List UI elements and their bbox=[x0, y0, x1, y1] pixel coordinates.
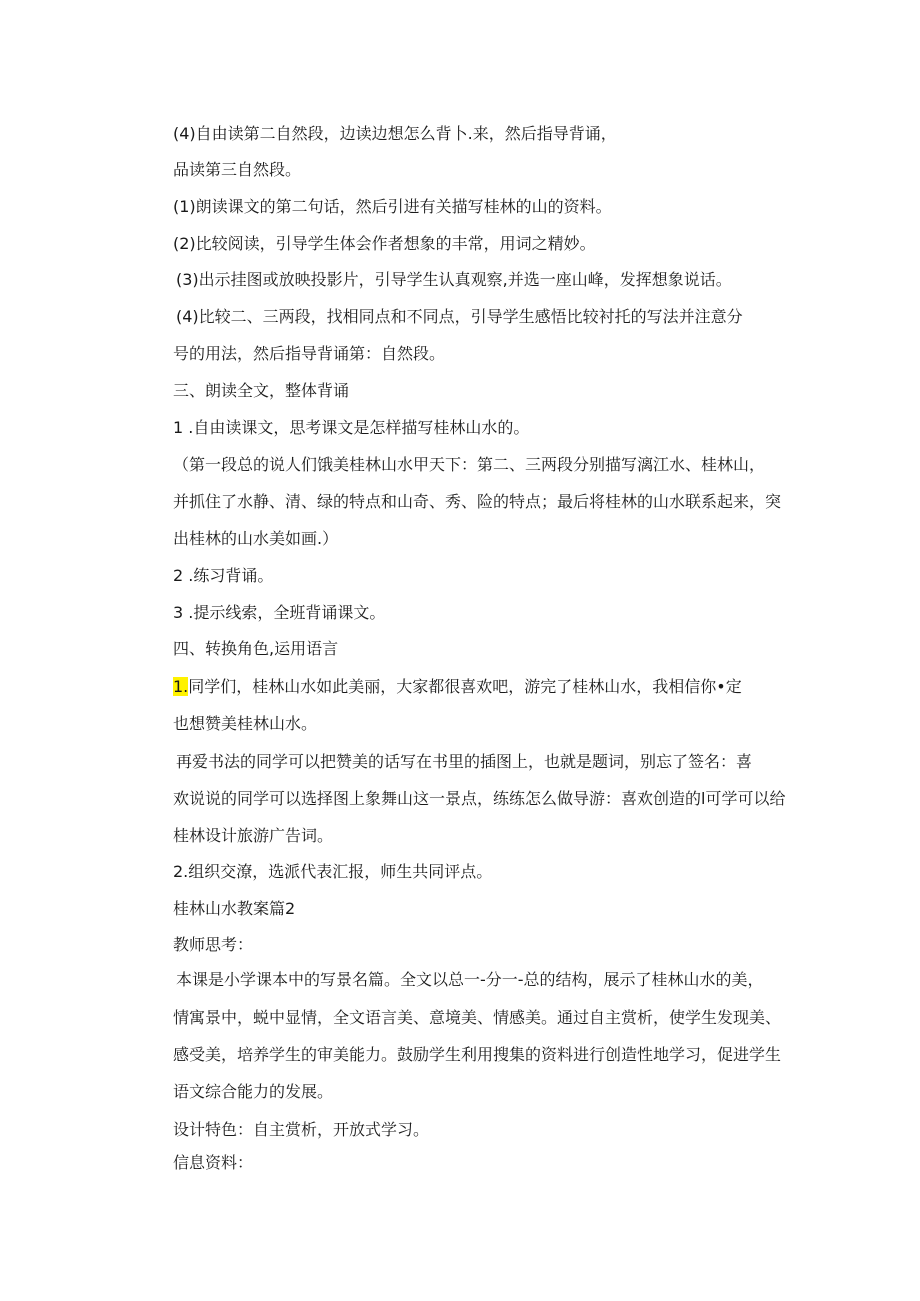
text-line: (4)比较二、三两段，找相同点和不同点，引导学生感悟比较衬托的写法并注意分 bbox=[176, 307, 743, 326]
text-line: 教师思考： bbox=[173, 935, 254, 954]
text-line: 感受美，培养学生的审美能力。鼓励学生利用搜集的资料进行创造性地学习，促进学生 bbox=[173, 1045, 782, 1064]
text-line: 并抓住了水静、清、绿的特点和山奇、秀、险的特点；最后将桂林的山水联系起来，突 bbox=[173, 492, 782, 511]
text-line: 桂林设计旅游广告词。 bbox=[173, 826, 334, 845]
text-line-content: 同学们，桂林山水如此美丽，大家都很喜欢吧，游完了桂林山水，我相信你•定 bbox=[188, 677, 742, 696]
text-line: 号的用法，然后指导背诵第：自然段。 bbox=[173, 344, 446, 363]
text-line: 语文综合能力的发展。 bbox=[173, 1082, 334, 1101]
text-line: 品读第三自然段。 bbox=[173, 160, 302, 179]
text-line: (4)自由读第二自然段，边读边想怎么背卜.来，然后指导背诵， bbox=[173, 124, 617, 143]
text-line: 设计特色：自主赏析，开放式学习。 bbox=[173, 1120, 430, 1139]
highlighted-marker: 1. bbox=[173, 677, 189, 696]
text-line: 出桂林的山水美如画.） bbox=[173, 529, 339, 548]
text-line: 3 .提示线索，全班背诵课文。 bbox=[173, 603, 386, 622]
section-heading: 桂林山水教案篇2 bbox=[173, 899, 296, 918]
text-line: (2)比较阅读，引导学生体会作者想象的丰常，用词之精妙。 bbox=[173, 234, 596, 253]
text-line: 2 .练习背诵。 bbox=[173, 566, 274, 585]
text-line: 也想赞美桂林山水。 bbox=[173, 714, 318, 733]
text-line: 欢说说的同学可以选择图上象舞山这一景点，练练怎么做导游：喜欢创造的l可学可以给 bbox=[173, 789, 786, 808]
text-line: (3)出示挂图或放映投影片，引导学生认真观察,并选一座山峰，发挥想象说话。 bbox=[176, 270, 732, 289]
text-line: 1 .自由读课文，思考课文是怎样描写桂林山水的。 bbox=[173, 418, 530, 437]
text-line: 情寓景中，蜕中显情，全文语言美、意境美、情感美。通过自主赏析，使学生发现美、 bbox=[173, 1008, 782, 1027]
text-line: 信息资料： bbox=[173, 1153, 254, 1172]
section-heading: 四、转换角色,运用语言 bbox=[173, 639, 339, 658]
text-line: 2.组织交潦，选派代表汇报，师生共同评点。 bbox=[173, 862, 493, 881]
text-line bbox=[173, 677, 742, 697]
text-line: （第一段总的说人们饿美桂林山水甲天下：第二、三两段分别描写漓江水、桂林山， bbox=[173, 455, 766, 474]
text-line: (1)朗读课文的第二句话，然后引进有关描写桂林的山的资料。 bbox=[173, 197, 612, 216]
text-line: 本课是小学课本中的写景名篇。全文以总一-分一-总的结构，展示了桂林山水的美， bbox=[176, 970, 764, 989]
section-heading: 三、朗读全文，整体背诵 bbox=[173, 381, 350, 400]
text-line: 再爱书法的同学可以把赞美的话写在书里的插图上，也就是题词，别忘了签名：喜 bbox=[176, 752, 753, 771]
